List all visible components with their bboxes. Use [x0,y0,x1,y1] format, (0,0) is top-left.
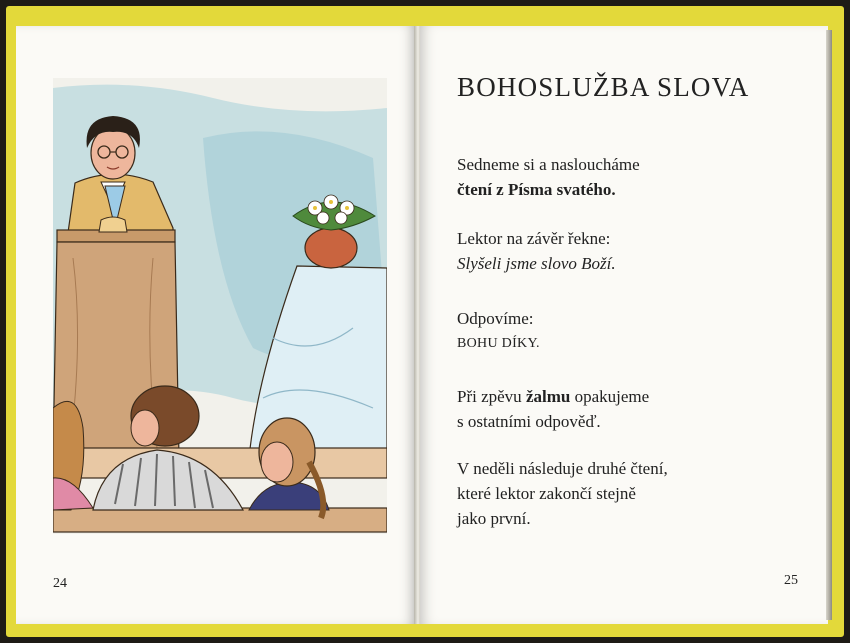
paragraph-line: Lektor na závěr řekne: [457,229,611,248]
paragraph-lector [457,226,616,276]
page-edges [826,30,832,620]
paragraph-line: s ostatními odpověď. [457,412,601,431]
paragraph-psalm [457,384,649,434]
church-lector-illustration [53,78,387,534]
paragraph-line: V neděli následuje druhé čtení, [457,459,668,478]
page-number-left: 24 [53,576,67,591]
paragraph-second-reading [457,456,668,531]
page-title: BOHOSLUŽBA SLOVA [457,72,750,102]
paragraph-line-bold: čtení z Písma svatého. [457,180,616,199]
paragraph-line: Odpovíme: [457,309,534,328]
paragraph-line: Sedneme si a nasloucháme [457,155,640,174]
paragraph-response [457,306,540,356]
text-fragment: opakujeme [570,387,650,406]
text-fragment-bold: žalmu [525,387,571,406]
paragraph-line: které lektor zakončí stejně [457,484,636,503]
page-number-right: 25 [784,573,798,588]
paragraph-line-italic: Slyšeli jsme slovo Boží. [457,254,616,273]
paragraph-line-caps: BOHU DÍKY. [457,336,540,351]
text-fragment: Při zpěvu [457,387,526,406]
paragraph-line [457,384,649,409]
paragraph-line: jako první. [457,509,531,528]
paragraph-reading [457,152,640,202]
